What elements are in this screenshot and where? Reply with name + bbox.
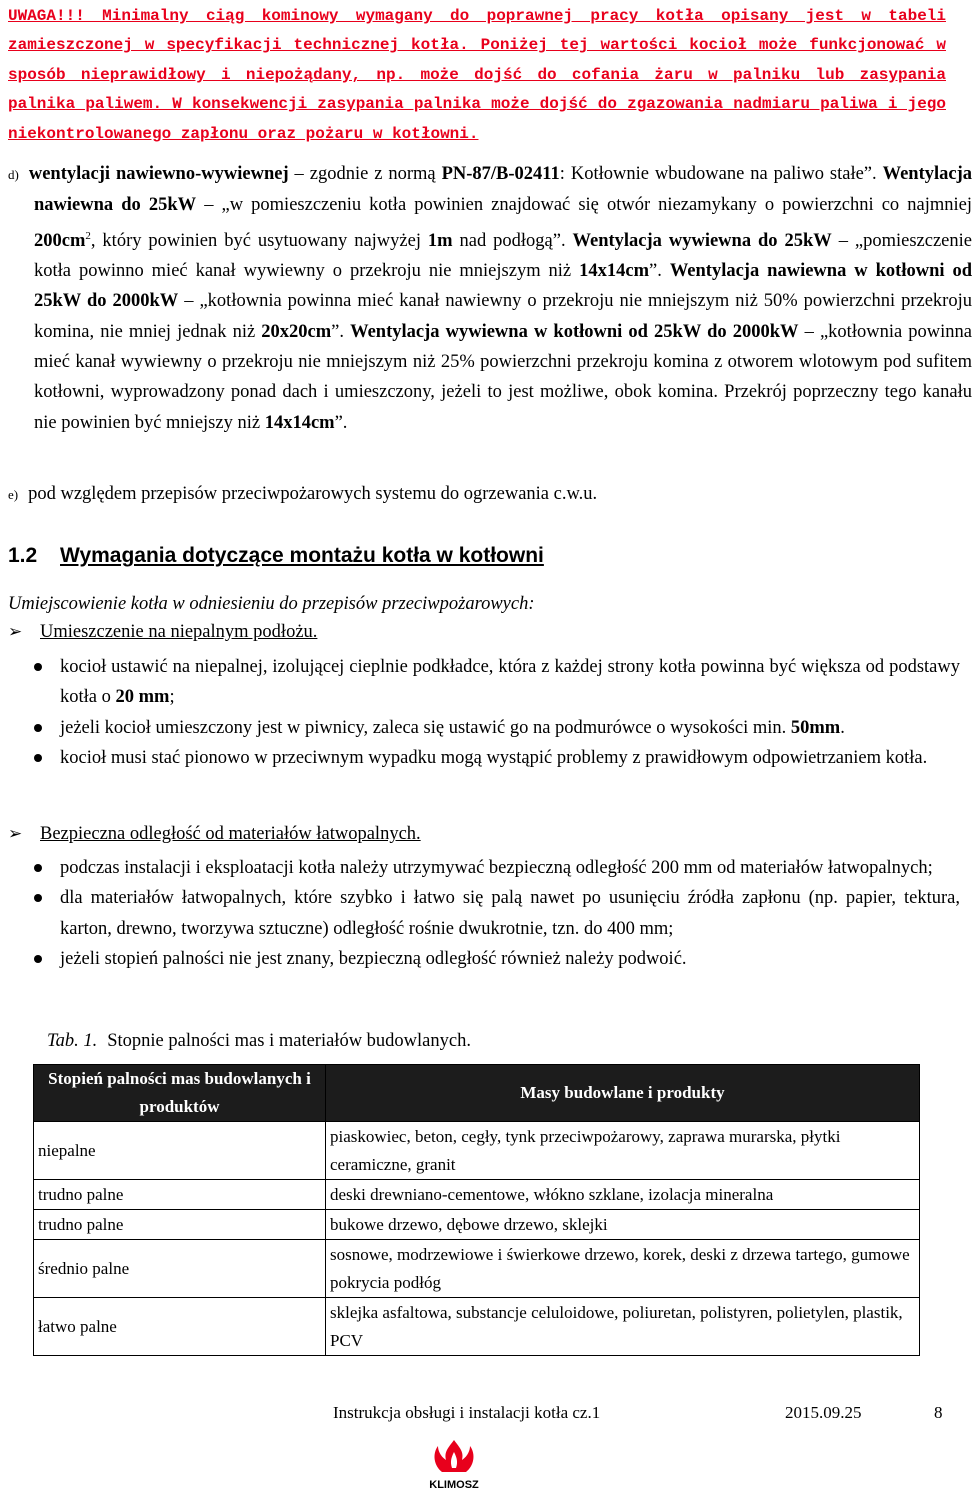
arrow-bullet-icon: ➢ <box>8 622 23 642</box>
item-e-paragraph: e) pod względem przepisów przeciwpożarowych systemu do ogrzewania c.w.u. <box>8 484 598 504</box>
table-header: Stopień palności mas budowlanych i produktów <box>34 1065 326 1122</box>
table-caption: Tab. 1. Stopnie palności mas i materiałów budowlanych. <box>47 1031 471 1051</box>
table-row <box>34 1122 920 1180</box>
group1-list <box>8 652 960 773</box>
arrow-bullet-icon: ➢ <box>8 824 23 844</box>
table-cell: bukowe drzewo, dębowe drzewo, sklejki <box>326 1210 920 1240</box>
klimosz-logo <box>424 1438 484 1494</box>
list-item: jeżeli stopień palności nie jest znany, bezpieczną odległość również należy podwoić. <box>8 944 960 974</box>
table-cell: sklejka asfaltowa, substancje celuloidowe, poliuretan, polistyren, polietylen, plastik, PCV <box>326 1298 920 1356</box>
table-cell: piaskowiec, beton, cegły, tynk przeciwpożarowy, zaprawa murarska, płytki ceramiczne, granit <box>326 1122 920 1180</box>
footer-date: 2015.09.25 <box>785 1403 862 1422</box>
flammability-table <box>33 1064 920 1356</box>
bullet-icon <box>34 955 42 963</box>
table-cell: niepalne <box>34 1122 326 1180</box>
warning-paragraph: UWAGA!!! Minimalny ciąg kominowy wymagany do poprawnej pracy kotła opisany jest w tabeli zamieszczonej w specyfikacji technicznej kotła. Poniżej tej wartości kocioł może funkcjonować w sposób nieprawidłowy i niepożądany, np. może dojść do cofania żaru w palniku lub zasypania palnika paliwem. W konsekwencji zasypania palnika może dojść do zgazowania nadmiaru paliwa i jego niekontrolowanego zapłonu oraz pożaru w kotłowni. <box>8 7 946 143</box>
table-cell: łatwo palne <box>34 1298 326 1356</box>
bullet-icon <box>34 864 42 872</box>
list-item: dla materiałów łatwopalnych, które szybko i łatwo się palą nawet po usunięciu źródła zapłonu (np. papier, tektura, karton, drewno, tworzywa sztuczne) odległość rośnie dwukrotnie, tzn. do 400 mm; <box>8 883 960 944</box>
section-subtitle: Umiejscowienie kotła w odniesieniu do przepisów przeciwpożarowych: <box>8 594 535 614</box>
bullet-icon <box>34 894 42 902</box>
bullet-icon <box>34 724 42 732</box>
group2-heading: ➢ Bezpieczna odległość od materiałów łatwopalnych. <box>8 824 421 844</box>
table-row <box>34 1210 920 1240</box>
group1-heading: ➢ Umieszczenie na niepalnym podłożu. <box>8 622 318 642</box>
table-header-row <box>34 1065 920 1122</box>
item-d-paragraph: d) wentylacji nawiewno-wywiewnej – zgodnie z normą PN-87/B-02411: Kotłownie wbudowane na paliwo stałe”. Wentylacja nawiewna do 25kW – „w pomieszczeniu kotła powinien znajdować się otwór niezamykany o powierzchni co najmniej $200cm^2$, który powinien być usytuowany najwyżej 1m nad podłogą”. Wentylacja wywiewna do 25kW – „pomieszczenie kotła powinno mieć kanał wywiewny o przekroju nie mniejszym niż 14x14cm”. Wentylacja nawiewna w kotłowni od 25kW do 2000kW – „kotłownia powinna mieć kanał nawiewny o przekroju nie mniejszym niż 50% powierzchni przekroju komina, nie mniej jednak niż 20x20cm”. Wentylacja wywiewna w kotłowni od 25kW do 2000kW – „kotłownia powinna mieć kanał wywiewny o przekroju nie mniejszym niż 25% powierzchni przekroju komina z otworem wlotowym pod sufitem kotłowni, wyprowadzony ponad dach i umieszczony, jeżeli to jest możliwe, obok komina. Przekrój poprzeczny tego kanału nie powinien być mniejszy niż 14x14cm”. <box>8 164 972 433</box>
list-item: jeżeli kocioł umieszczony jest w piwnicy, zaleca się ustawić go na podmurówce o wysokości min. 50mm. <box>8 713 960 743</box>
table-row <box>34 1240 920 1298</box>
table-cell: trudno palne <box>34 1180 326 1210</box>
table-row <box>34 1180 920 1210</box>
group2-list <box>8 853 960 974</box>
bullet-icon <box>34 663 42 671</box>
table-cell: trudno palne <box>34 1210 326 1240</box>
logo-text: KLIMOSZ <box>429 1479 479 1491</box>
flame-icon <box>424 1438 484 1494</box>
bullet-icon <box>34 754 42 762</box>
section-heading: 1.2 Wymagania dotyczące montażu kotła w kotłowni <box>8 544 544 567</box>
table-row <box>34 1298 920 1356</box>
table-header: Masy budowlane i produkty <box>326 1065 920 1122</box>
list-item: kocioł ustawić na niepalnej, izolującej cieplnie podkładce, która z każdej strony kotła powinna być większa od podstawy kotła o 20 mm; <box>8 652 960 713</box>
footer-page-number: 8 <box>934 1403 943 1422</box>
table-cell: średnio palne <box>34 1240 326 1298</box>
footer-doc-title: Instrukcja obsługi i instalacji kotła cz.1 <box>333 1403 601 1422</box>
list-item: podczas instalacji i eksploatacji kotła należy utrzymywać bezpieczną odległość 200 mm od materiałów łatwopalnych; <box>8 853 960 883</box>
table-cell: deski drewniano-cementowe, włókno szklane, izolacja mineralna <box>326 1180 920 1210</box>
table-cell: sosnowe, modrzewiowe i świerkowe drzewo, korek, deski z drzewa tartego, gumowe pokrycia podłóg <box>326 1240 920 1298</box>
list-item: kocioł musi stać pionowo w przeciwnym wypadku mogą wystąpić problemy z prawidłowym odpowietrzaniem kotła. <box>8 743 960 773</box>
